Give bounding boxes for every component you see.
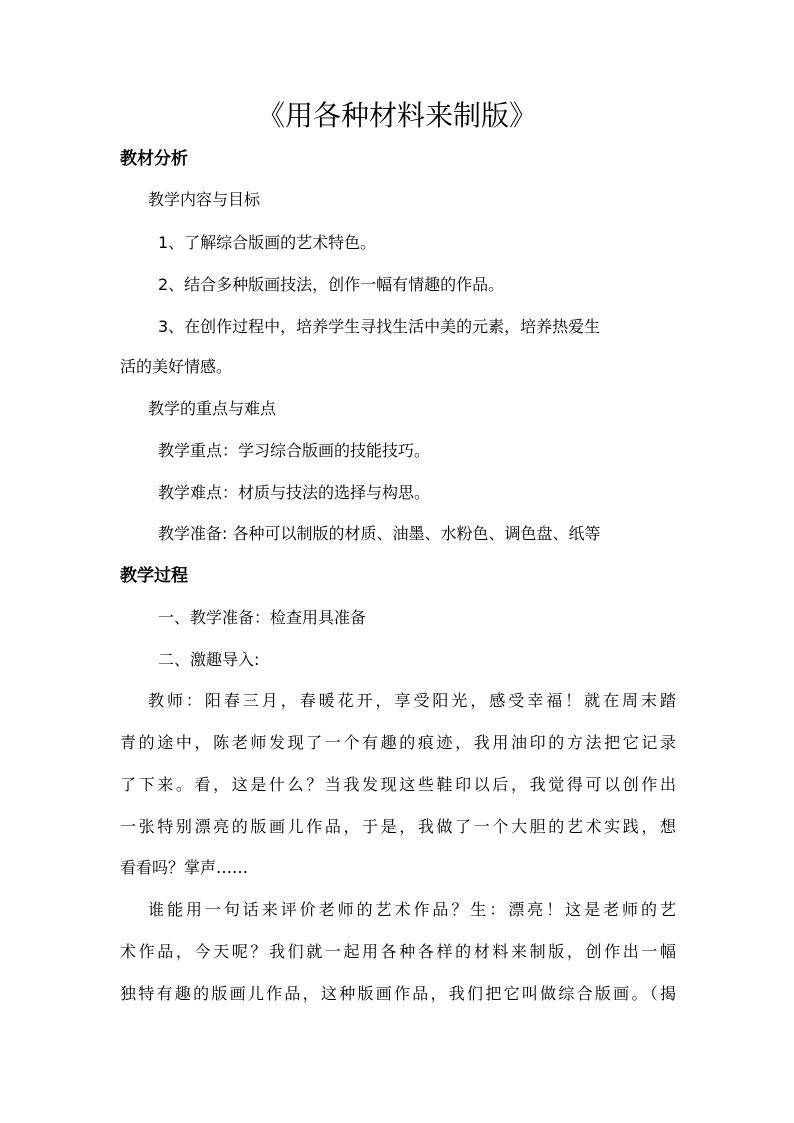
section-heading-teaching-process: 教学过程 xyxy=(120,566,188,586)
section-heading-material-analysis: 教材分析 xyxy=(120,149,188,169)
subheading-keypoints: 教学的重点与难点 xyxy=(148,399,277,418)
process-step-1: 一、教学准备：检查用具准备 xyxy=(158,608,367,627)
teaching-keypoint: 教学重点：学习综合版画的技能技巧。 xyxy=(158,441,431,460)
goal-item-3-line-2: 活的美好情感。 xyxy=(120,357,233,376)
teaching-preparation: 教学准备: 各种可以制版的材质、油墨、水粉色、调色盘、纸等 xyxy=(158,524,601,543)
paragraph-1-line-1: 教师：阳春三月，春暖花开，享受阳光，感受幸福！就在周末踏 xyxy=(148,691,676,710)
goal-item-3-line-1: 3、在创作过程中，培养学生寻找生活中美的元素，培养热爱生 xyxy=(158,317,601,336)
document-title: 《用各种材料来制版》 xyxy=(256,99,537,132)
paragraph-2-line-2: 术作品，今天呢？我们就一起用各种各样的材料来制版，创作出一幅 xyxy=(120,942,676,961)
process-step-2: 二、激趣导入: xyxy=(158,650,260,669)
subheading-goals: 教学内容与目标 xyxy=(148,190,261,209)
goal-item-2: 2、结合多种版画技法，创作一幅有情趣的作品。 xyxy=(158,275,505,294)
goal-item-1: 1、了解综合版画的艺术特色。 xyxy=(158,233,377,252)
paragraph-1-line-4: 一张特别漂亮的版画儿作品，于是，我做了一个大胆的艺术实践，想 xyxy=(120,817,676,836)
paragraph-2-line-3: 独特有趣的版画儿作品，这种版画作品，我们把它叫做综合版画。（揭 xyxy=(120,984,676,1003)
paragraph-1-line-5: 看看吗？掌声…… xyxy=(120,858,249,877)
teaching-difficulty: 教学难点：材质与技法的选择与构思。 xyxy=(158,483,431,502)
paragraph-1-line-3: 了下来。看，这是什么？当我发现这些鞋印以后，我觉得可以创作出 xyxy=(120,775,676,794)
paragraph-1-line-2: 青的途中，陈老师发现了一个有趣的痕迹，我用油印的方法把它记录 xyxy=(120,733,676,752)
paragraph-2-line-1: 谁能用一句话来评价老师的艺术作品？生：漂亮！这是老师的艺 xyxy=(148,900,676,919)
